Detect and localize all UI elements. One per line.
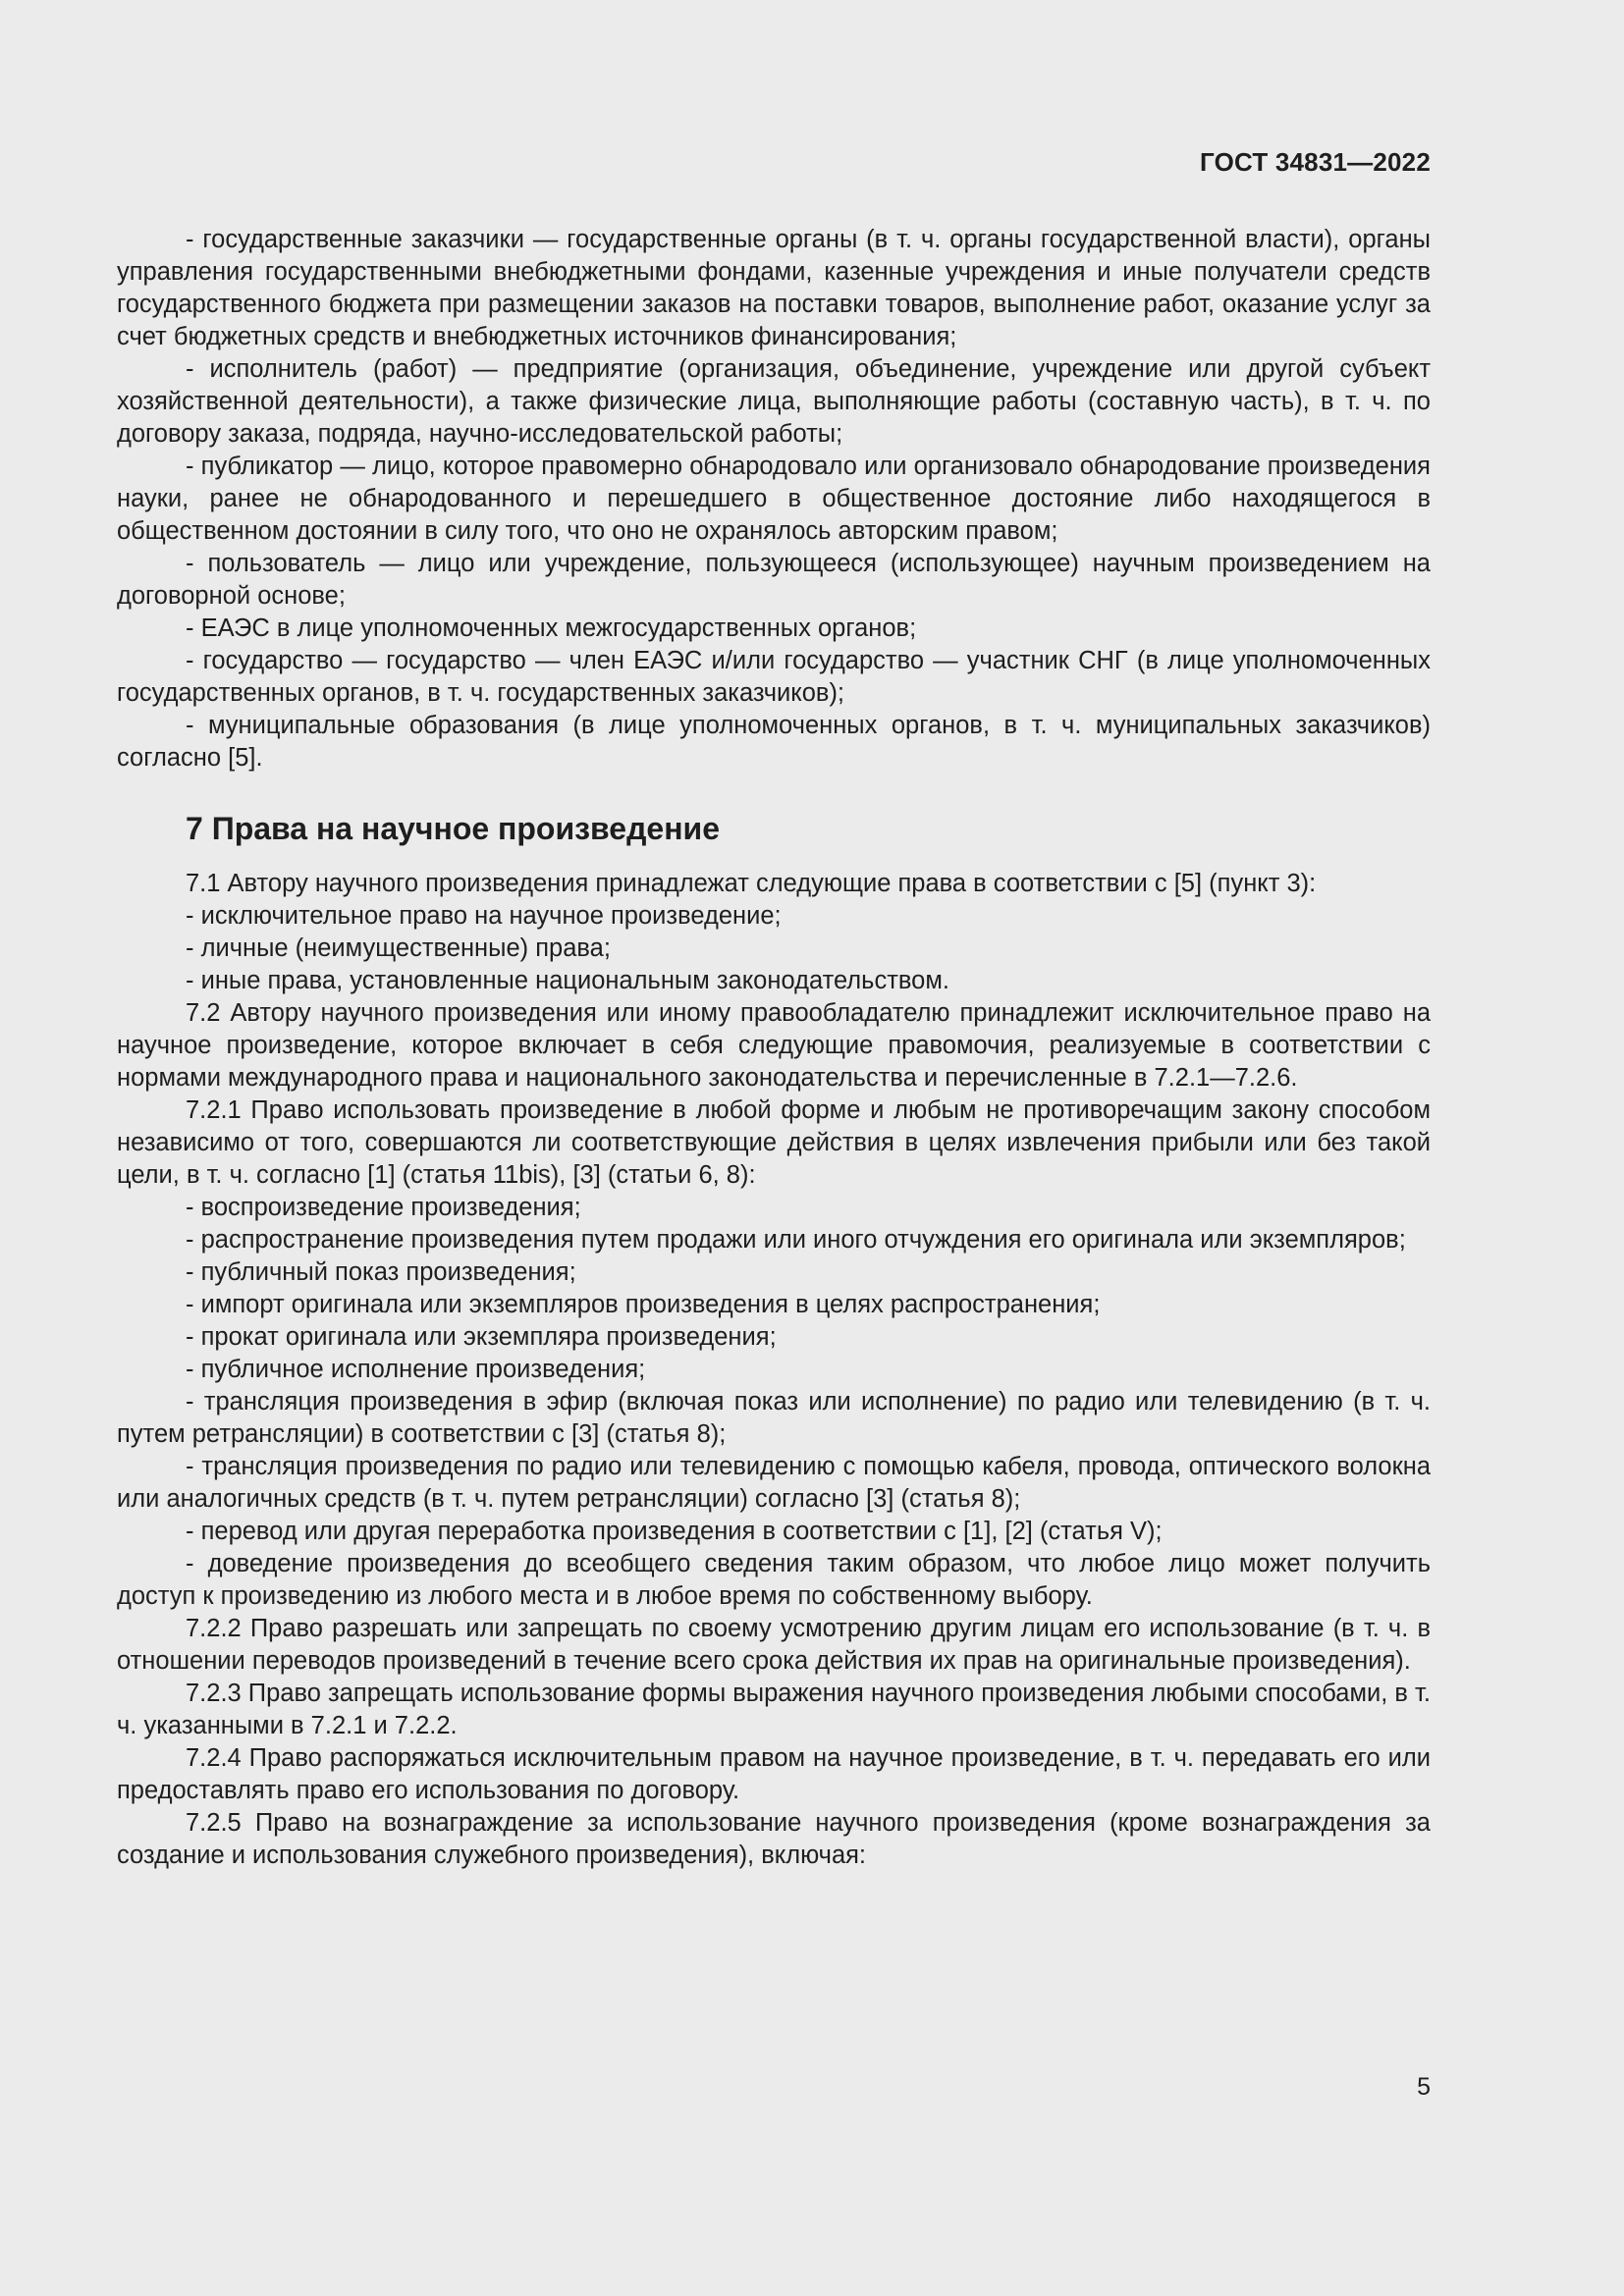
- list-item: - прокат оригинала или экземпляра произведения;: [186, 1323, 777, 1351]
- paragraph-state: - государство — государство — член ЕАЭС и/или государство — участник СНГ (в лице уполномоченных государственных органов, в т. ч. государственных заказчиков);: [117, 647, 1431, 707]
- paragraph-user: - пользователь — лицо или учреждение, пользующееся (использующее) научным произведением на договорной основе;: [117, 550, 1431, 610]
- paragraph-municipal: - муниципальные образования (в лице уполномоченных органов, в т. ч. муниципальных заказчиков) согласно [5].: [117, 712, 1431, 772]
- paragraph-state-customers: - государственные заказчики — государственные органы (в т. ч. органы государственной власти), органы управления государственными внебюджетными фондами, казенные учреждения и иные получатели средств государственного бюджета при размещении заказов на поставки товаров, выполнение работ, оказание услуг за счет бюджетных средств и внебюджетных источников финансирования;: [117, 226, 1431, 350]
- paragraph-7-2: 7.2 Автору научного произведения или иному правообладателю принадлежит исключительное право на научное произведение, которое включает в себя следующие правомочия, реализуемые в соответствии с нормами международного права и национального законодательства и перечисленные в 7.2.1—7.2.6.: [117, 999, 1431, 1092]
- paragraph-7-2-4: 7.2.4 Право распоряжаться исключительным правом на научное произведение, в т. ч. передавать его или предоставлять право его использования по договору.: [117, 1744, 1431, 1804]
- list-item: - импорт оригинала или экземпляров произведения в целях распространения;: [186, 1291, 1101, 1318]
- paragraph-publisher: - публикатор — лицо, которое правомерно обнародовало или организовало обнародование произведения науки, ранее не обнародованного и перешедшего в общественное достояние либо находящегося в общественном достоянии в силу того, что оно не охранялось авторским правом;: [117, 453, 1431, 545]
- list-item: - трансляция произведения в эфир (включая показ или исполнение) по радио или телевидению (в т. ч. путем ретрансляции) в соответствии с [3] (статья 8);: [117, 1388, 1431, 1448]
- paragraph-7-2-3: 7.2.3 Право запрещать использование формы выражения научного произведения любыми способами, в т. ч. указанными в 7.2.1 и 7.2.2.: [117, 1680, 1431, 1739]
- list-item: - личные (неимущественные) права;: [186, 934, 611, 962]
- list-item: - доведение произведения до всеобщего сведения таким образом, что любое лицо может получить доступ к произведению из любого места и в любое время по собственному выбору.: [117, 1550, 1431, 1610]
- list-item: - трансляция произведения по радио или телевидению с помощью кабеля, провода, оптического волокна или аналогичных средств (в т. ч. путем ретрансляции) согласно [3] (статья 8);: [117, 1453, 1431, 1513]
- list-item: - воспроизведение произведения;: [186, 1194, 581, 1221]
- list-item: - перевод или другая переработка произведения в соответствии с [1], [2] (статья V);: [186, 1518, 1163, 1545]
- list-item: - исключительное право на научное произведение;: [186, 902, 782, 930]
- list-item: - публичный показ произведения;: [186, 1258, 576, 1286]
- document-code-header: ГОСТ 34831—2022: [1200, 147, 1431, 177]
- page-number: 5: [1417, 2073, 1431, 2101]
- paragraph-7-2-1: 7.2.1 Право использовать произведение в любой форме и любым не противоречащим закону способом независимо от того, совершаются ли соответствующие действия в целях извлечения прибыли или без такой цели, в т. ч. согласно [1] (статья 11bis), [3] (статьи 6, 8):: [117, 1096, 1431, 1189]
- list-item: - публичное исполнение произведения;: [186, 1356, 646, 1383]
- paragraph-7-2-5: 7.2.5 Право на вознаграждение за использование научного произведения (кроме вознаграждения за создание и использования служебного произведения), включая:: [117, 1809, 1431, 1869]
- paragraph-contractor: - исполнитель (работ) — предприятие (организация, объединение, учреждение или другой субъект хозяйственной деятельности), а также физические лица, выполняющие работы (составную часть), в т. ч. по договору заказа, подряда, научно-исследовательской работы;: [117, 355, 1431, 448]
- paragraph-eaeu: - ЕАЭС в лице уполномоченных межгосударственных органов;: [186, 614, 917, 642]
- list-item: - иные права, установленные национальным законодательством.: [186, 967, 949, 994]
- paragraph-7-1: 7.1 Автору научного произведения принадлежат следующие права в соответствии с [5] (пункт 3):: [186, 870, 1317, 897]
- list-item: - распространение произведения путем продажи или иного отчуждения его оригинала или экземпляров;: [186, 1226, 1406, 1254]
- section-heading: 7 Права на научное произведение: [186, 811, 720, 846]
- page-content: [117, 224, 1431, 1872]
- paragraph-7-2-2: 7.2.2 Право разрешать или запрещать по своему усмотрению другим лицам его использование (в т. ч. в отношении переводов произведений в течение всего срока действия их прав на оригинальные произведения).: [117, 1615, 1431, 1675]
